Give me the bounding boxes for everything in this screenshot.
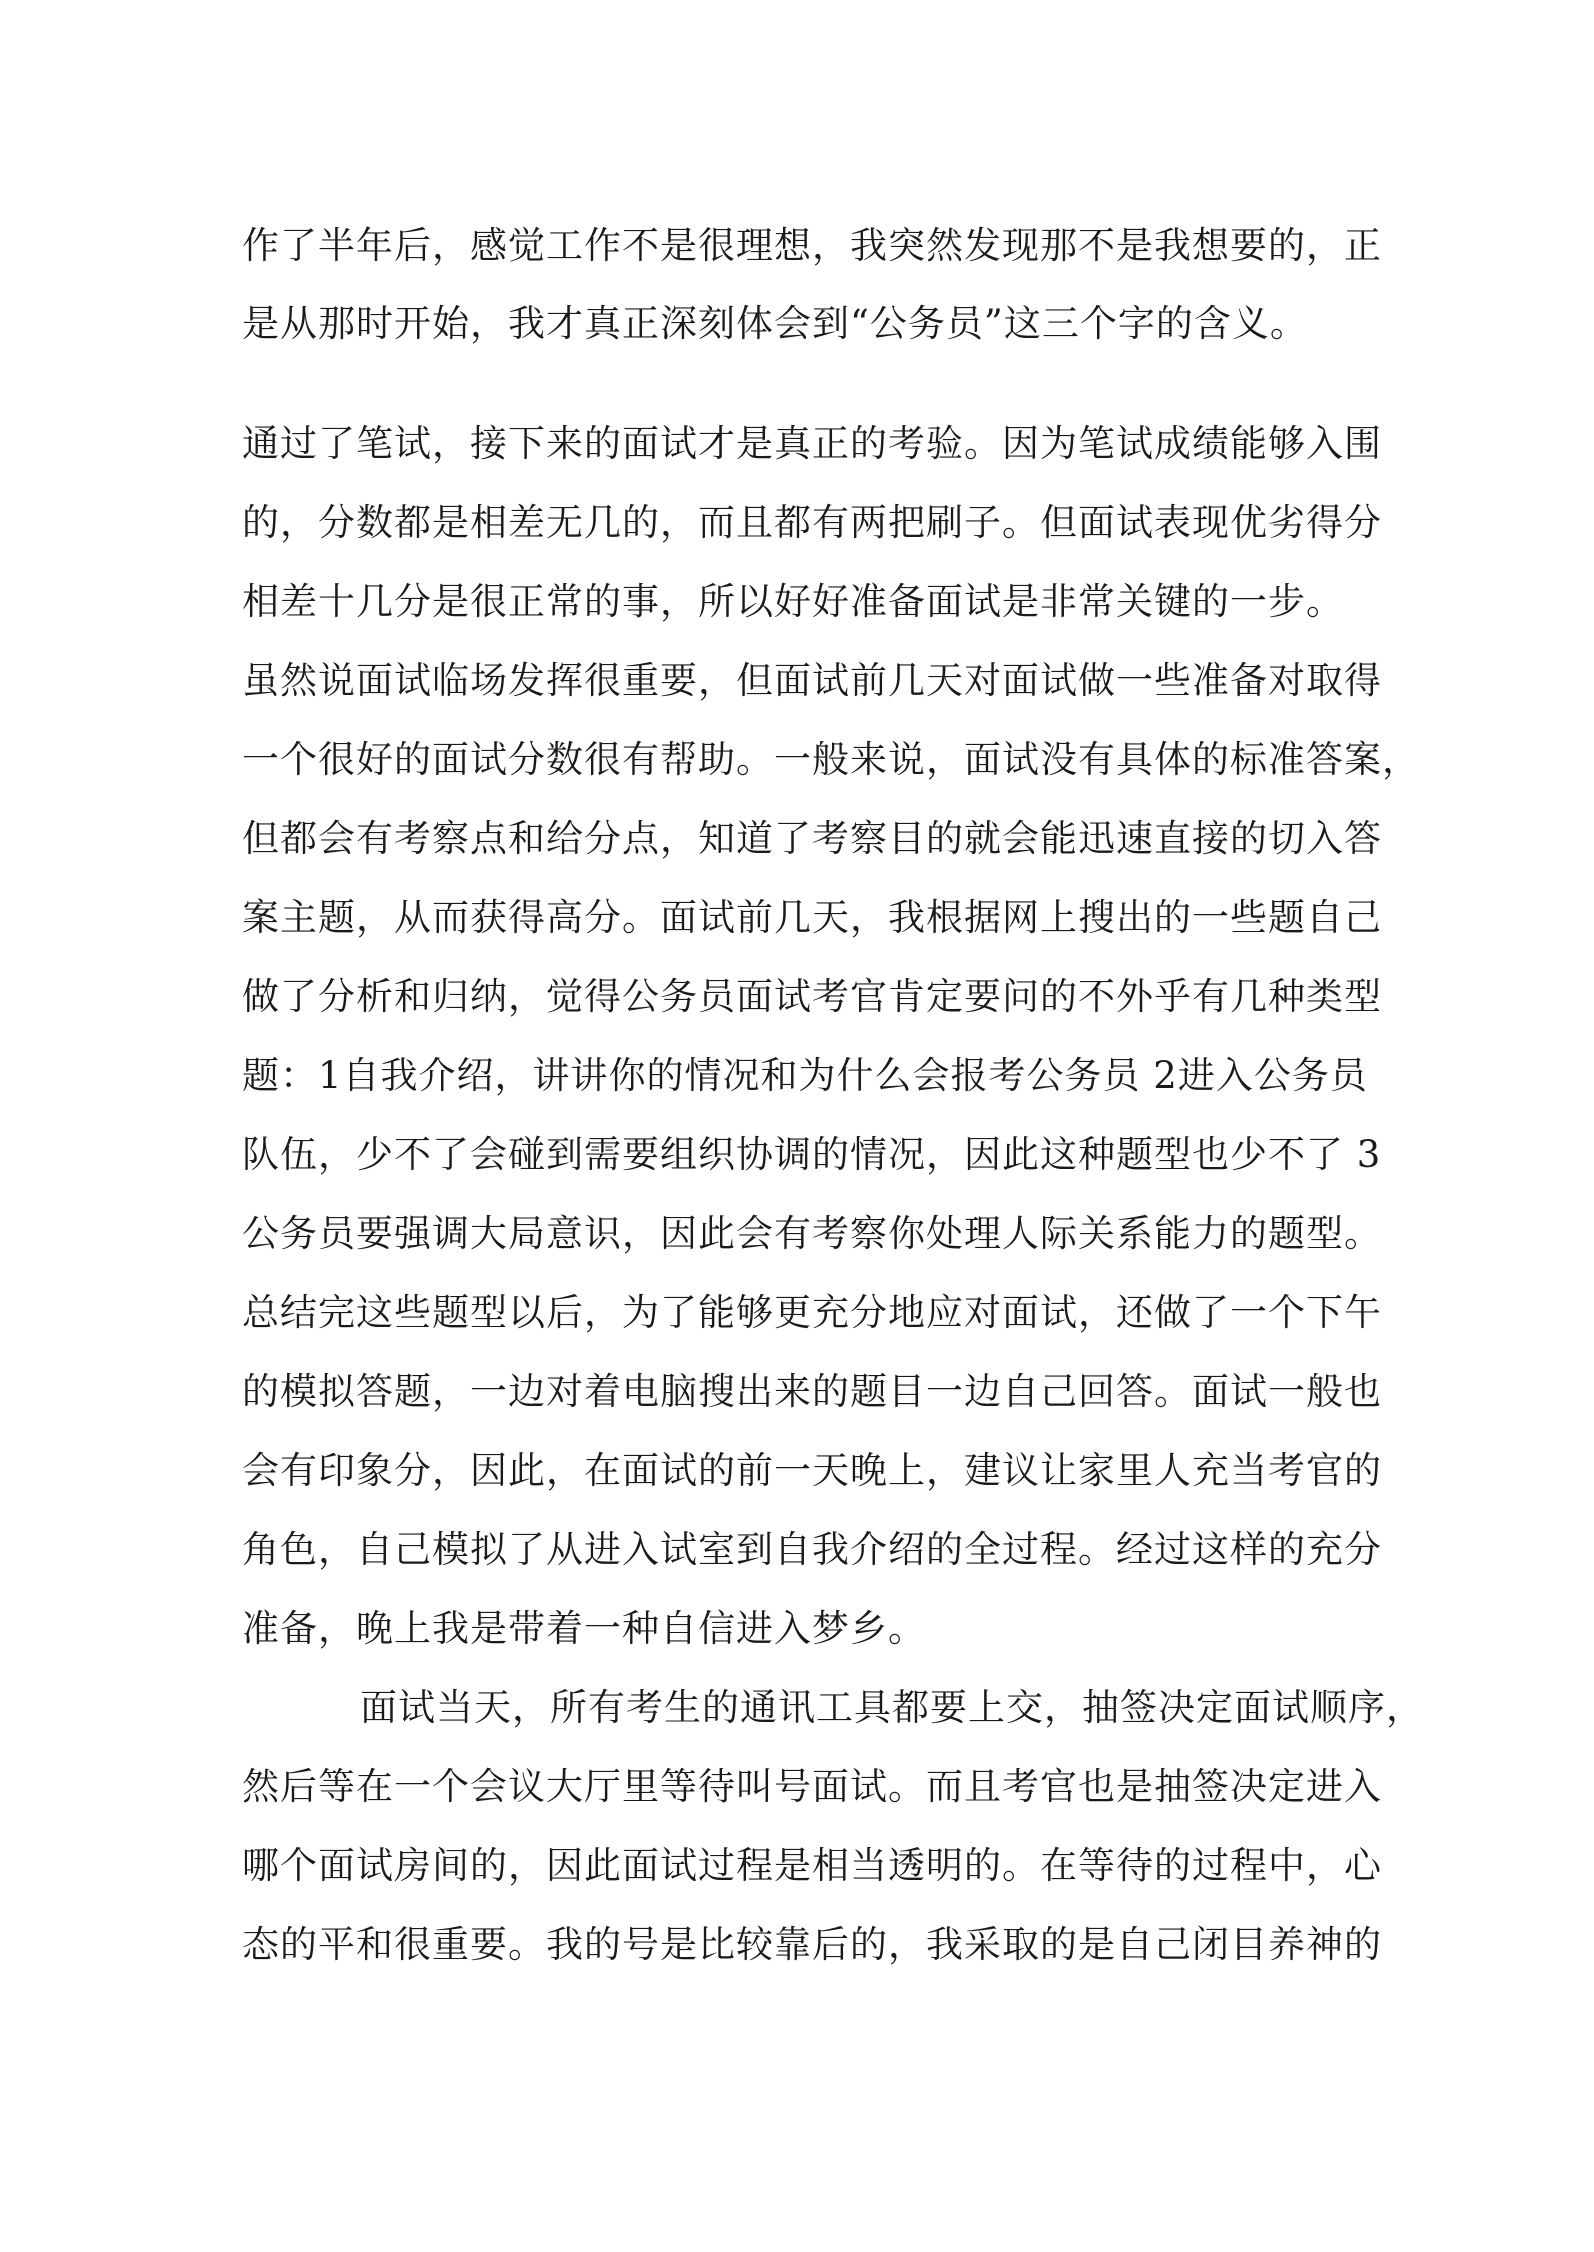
text-line: 是从那时开始，我才真正深刻体会到“公务员”这三个字的含义。 (242, 302, 1308, 345)
text-line: 角色，自己模拟了从进入试室到自我介绍的全过程。经过这样的充分 (242, 1528, 1382, 1571)
text-line: 做了分析和归纳，觉得公务员面试考官肯定要问的不外乎有几种类型 (242, 975, 1382, 1018)
text-line: 然后等在一个会议大厅里等待叫号面试。而且考官也是抽签决定进入 (242, 1765, 1382, 1808)
text-line: 的模拟答题，一边对着电脑搜出来的题目一边自己回答。面试一般也 (242, 1370, 1382, 1413)
text-line: 面试当天，所有考生的通讯工具都要上交，抽签决定面试顺序， (360, 1686, 1424, 1729)
text-line: 题：1自我介绍，讲讲你的情况和为什么会报考公务员 2进入公务员 (242, 1054, 1368, 1097)
text-line: 准备，晚上我是带着一种自信进入梦乡。 (242, 1607, 926, 1650)
text-line: 哪个面试房间的，因此面试过程是相当透明的。在等待的过程中，心 (242, 1844, 1382, 1887)
text-line: 态的平和很重要。我的号是比较靠后的，我采取的是自己闭目养神的 (242, 1923, 1382, 1966)
text-line: 虽然说面试临场发挥很重要，但面试前几天对面试做一些准备对取得 (242, 659, 1382, 702)
text-line: 会有印象分，因此，在面试的前一天晚上，建议让家里人充当考官的 (242, 1449, 1382, 1492)
text-line: 一个很好的面试分数很有帮助。一般来说，面试没有具体的标准答案， (242, 738, 1420, 781)
text-line: 通过了笔试，接下来的面试才是真正的考验。因为笔试成绩能够入围 (242, 422, 1382, 465)
text-line: 案主题，从而获得高分。面试前几天，我根据网上搜出的一些题自己 (242, 896, 1382, 939)
text-line: 总结完这些题型以后，为了能够更充分地应对面试，还做了一个下午 (242, 1291, 1382, 1334)
text-line: 但都会有考察点和给分点，知道了考察目的就会能迅速直接的切入答 (242, 817, 1382, 860)
text-line: 相差十几分是很正常的事，所以好好准备面试是非常关键的一步。 (242, 580, 1344, 623)
text-line: 公务员要强调大局意识，因此会有考察你处理人际关系能力的题型。 (242, 1212, 1382, 1255)
text-line: 作了半年后，感觉工作不是很理想，我突然发现那不是我想要的，正 (242, 224, 1382, 267)
text-line: 的，分数都是相差无几的，而且都有两把刷子。但面试表现优劣得分 (242, 501, 1382, 544)
text-line: 队伍，少不了会碰到需要组织协调的情况，因此这种题型也少不了 3 (242, 1133, 1382, 1176)
